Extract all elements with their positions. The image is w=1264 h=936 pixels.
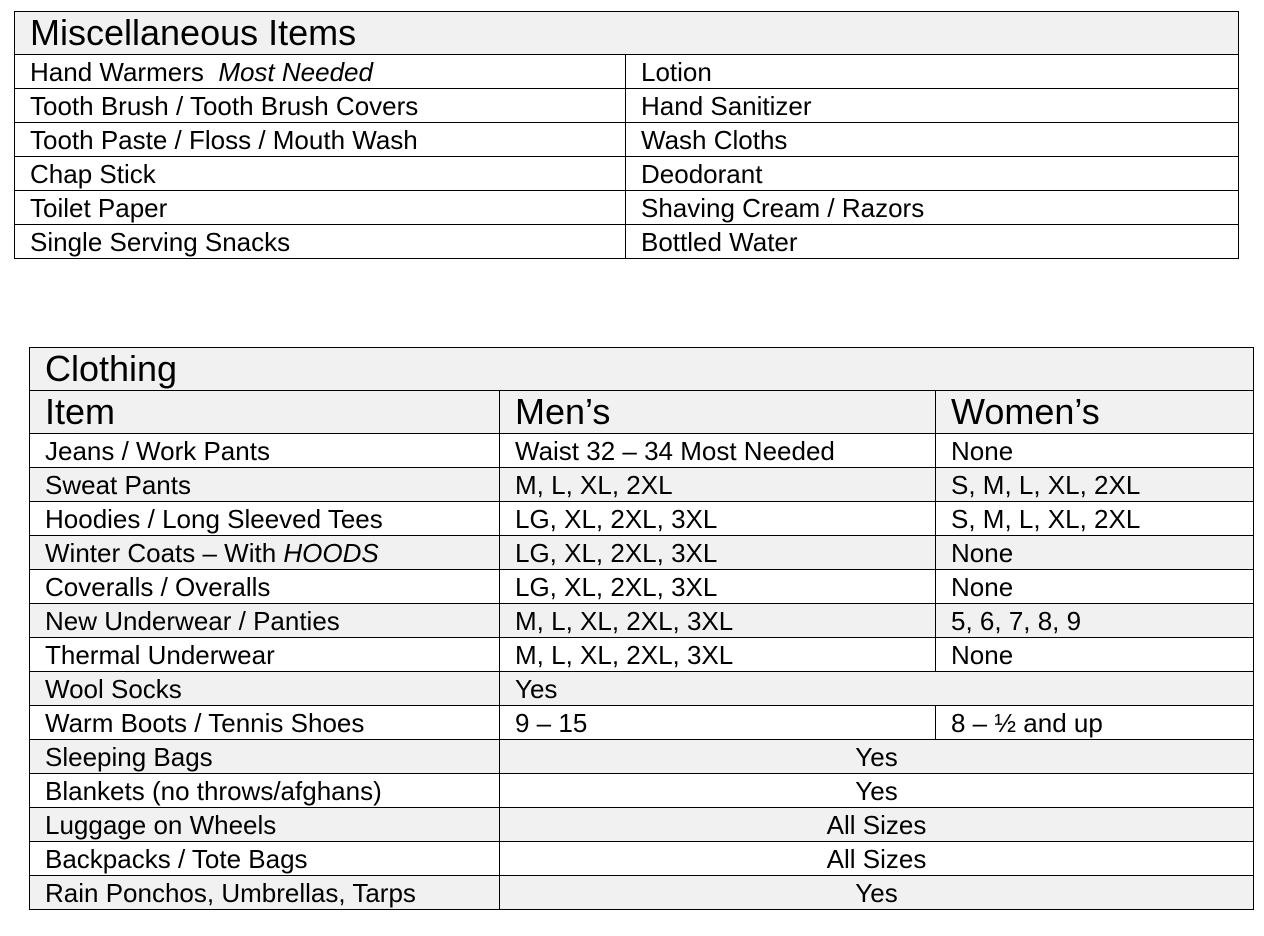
misc-item-text: Hand Warmers	[30, 56, 204, 87]
column-header-mens: Men’s	[500, 391, 936, 434]
mens-size-cell: LG, XL, 2XL, 3XL	[500, 570, 936, 604]
mens-size-cell: M, L, XL, 2XL, 3XL	[500, 604, 936, 638]
item-cell: Sweat Pants	[30, 468, 500, 502]
item-cell: Thermal Underwear	[30, 638, 500, 672]
both-size-cell: Yes	[500, 740, 1254, 774]
misc-item-left: Toilet Paper	[15, 191, 626, 225]
mens-size-cell: M, L, XL, 2XL	[500, 468, 936, 502]
table-row	[30, 468, 1254, 502]
misc-title-row	[15, 12, 1239, 55]
both-size-cell: All Sizes	[500, 808, 1254, 842]
womens-size-cell: S, M, L, XL, 2XL	[936, 468, 1254, 502]
table-row	[15, 123, 1239, 157]
table-row	[30, 502, 1254, 536]
table-row	[30, 842, 1254, 876]
column-header-womens: Women’s	[936, 391, 1254, 434]
both-size-cell: All Sizes	[500, 842, 1254, 876]
misc-item-left: Tooth Paste / Floss / Mouth Wash	[15, 123, 626, 157]
table-row	[30, 876, 1254, 910]
womens-size-cell: 8 – ½ and up	[936, 706, 1254, 740]
clothing-title-row	[30, 348, 1254, 391]
misc-title: Miscellaneous Items	[15, 12, 1239, 55]
table-row	[30, 638, 1254, 672]
table-row	[30, 706, 1254, 740]
table-row	[30, 570, 1254, 604]
item-cell: Sleeping Bags	[30, 740, 500, 774]
clothing-column-headers	[30, 391, 1254, 434]
womens-size-cell: None	[936, 638, 1254, 672]
misc-item-left: Single Serving Snacks	[15, 225, 626, 259]
misc-item-right: Wash Cloths	[626, 123, 1239, 157]
item-cell: New Underwear / Panties	[30, 604, 500, 638]
misc-item-right: Hand Sanitizer	[626, 89, 1239, 123]
table-row	[15, 89, 1239, 123]
womens-size-cell: None	[936, 434, 1254, 468]
item-cell: Coveralls / Overalls	[30, 570, 500, 604]
table-row	[30, 434, 1254, 468]
column-header-item: Item	[30, 391, 500, 434]
mens-size-cell: 9 – 15	[500, 706, 936, 740]
both-size-cell: Yes	[500, 876, 1254, 910]
item-cell: Blankets (no throws/afghans)	[30, 774, 500, 808]
table-row	[30, 604, 1254, 638]
misc-items-table	[14, 11, 1239, 259]
table-row	[15, 55, 1239, 89]
item-text: Winter Coats – With	[45, 537, 284, 568]
item-cell: Backpacks / Tote Bags	[30, 842, 500, 876]
hoods-emphasis: HOODS	[283, 537, 379, 568]
misc-item-right: Bottled Water	[626, 225, 1239, 259]
item-cell: Luggage on Wheels	[30, 808, 500, 842]
mens-size-cell: LG, XL, 2XL, 3XL	[500, 536, 936, 570]
most-needed-note: Most Needed	[218, 56, 373, 87]
misc-item-right: Deodorant	[626, 157, 1239, 191]
misc-item-left: Chap Stick	[15, 157, 626, 191]
item-cell: Wool Socks	[30, 672, 500, 706]
item-cell: Jeans / Work Pants	[30, 434, 500, 468]
womens-size-cell: 5, 6, 7, 8, 9	[936, 604, 1254, 638]
item-cell	[30, 536, 500, 570]
mens-size-cell: Waist 32 – 34 Most Needed	[500, 434, 936, 468]
mens-size-cell: M, L, XL, 2XL, 3XL	[500, 638, 936, 672]
clothing-title: Clothing	[30, 348, 1254, 391]
womens-size-cell: None	[936, 536, 1254, 570]
womens-size-cell: None	[936, 570, 1254, 604]
item-cell: Warm Boots / Tennis Shoes	[30, 706, 500, 740]
table-row	[30, 672, 1254, 706]
item-cell: Rain Ponchos, Umbrellas, Tarps	[30, 876, 500, 910]
item-cell: Hoodies / Long Sleeved Tees	[30, 502, 500, 536]
misc-item-right: Shaving Cream / Razors	[626, 191, 1239, 225]
womens-size-cell: S, M, L, XL, 2XL	[936, 502, 1254, 536]
mens-size-cell: LG, XL, 2XL, 3XL	[500, 502, 936, 536]
table-row	[30, 774, 1254, 808]
table-row	[30, 536, 1254, 570]
table-row	[15, 225, 1239, 259]
table-row	[30, 808, 1254, 842]
table-row	[30, 740, 1254, 774]
both-size-cell: Yes	[500, 774, 1254, 808]
table-row	[15, 191, 1239, 225]
misc-item-left: Tooth Brush / Tooth Brush Covers	[15, 89, 626, 123]
misc-item-left	[15, 55, 626, 89]
both-size-cell: Yes	[500, 672, 1254, 706]
table-row	[15, 157, 1239, 191]
clothing-table	[29, 347, 1254, 910]
misc-item-right: Lotion	[626, 55, 1239, 89]
